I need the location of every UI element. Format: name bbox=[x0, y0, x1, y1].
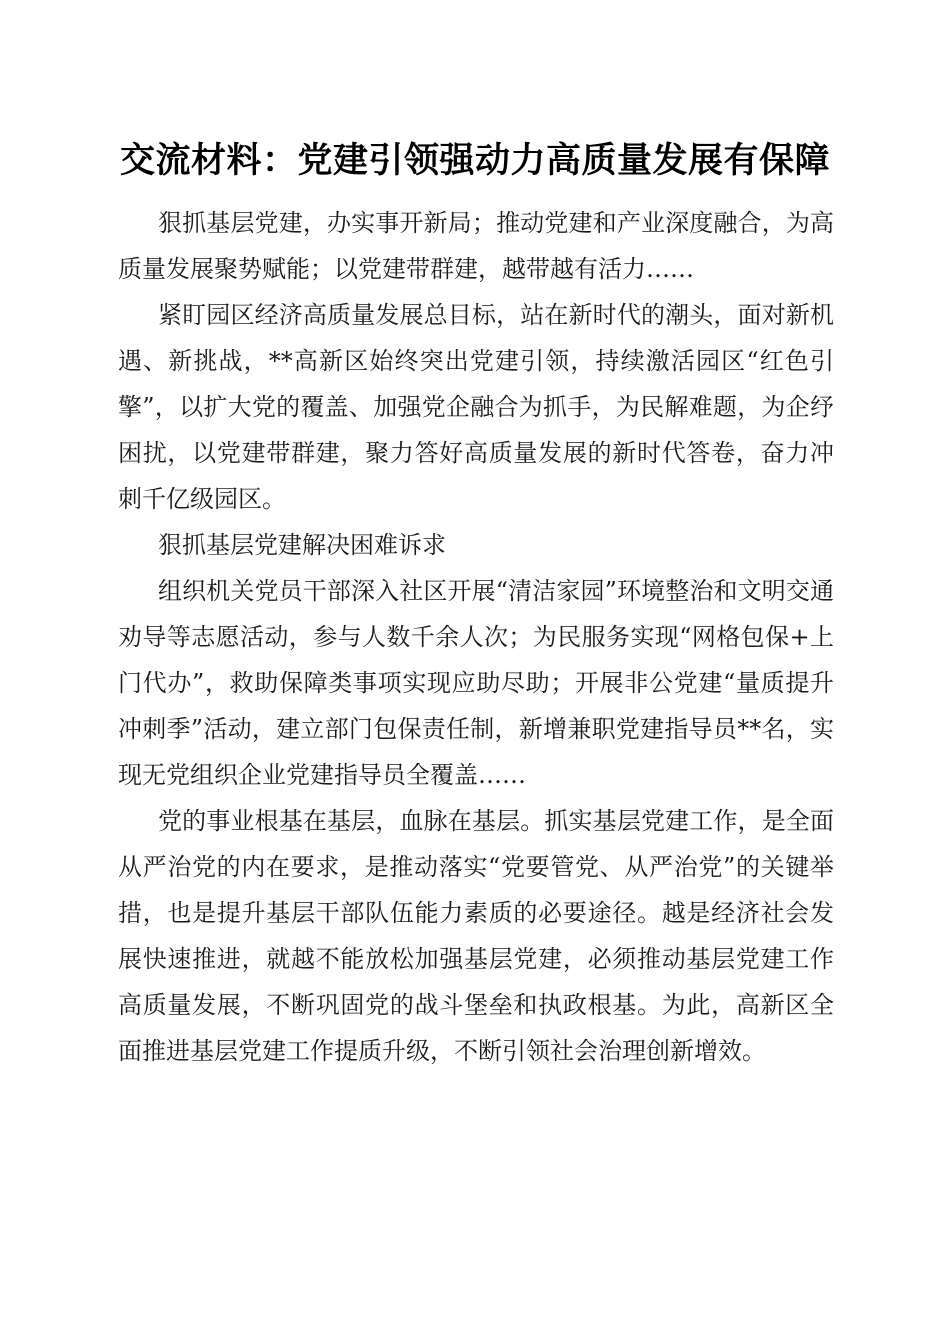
document-body bbox=[118, 200, 834, 1074]
paragraph-actions: 组织机关党员干部深入社区开展“清洁家园”环境整治和文明交通劝导等志愿活动，参与人数千余人次；为民服务实现“网格包保+上门代办”，救助保障类事项实现应助尽助；开展非公党建“量质提升冲刺季”活动，建立部门包保责任制，新增兼职党建指导员**名，实现无党组织企业党建指导员全覆盖…… bbox=[118, 577, 834, 789]
document-title: 交流材料：党建引领强动力高质量发展有保障 bbox=[119, 140, 830, 181]
section-heading: 狠抓基层党建解决困难诉求 bbox=[158, 531, 446, 559]
paragraph-intro: 狠抓基层党建，办实事开新局；推动党建和产业深度融合，为高质量发展聚势赋能；以党建带群建，越带越有活力…… bbox=[118, 209, 834, 283]
paragraph-overview: 紧盯园区经济高质量发展总目标，站在新时代的潮头，面对新机遇、新挑战，**高新区始终突出党建引领，持续激活园区“红色引擎”，以扩大党的覆盖、加强党企融合为抓手，为民解难题，为企纾困扰，以党建带群建，聚力答好高质量发展的新时代答卷，奋力冲刺千亿级园区。 bbox=[118, 301, 834, 513]
paragraph-significance: 党的事业根基在基层，血脉在基层。抓实基层党建工作，是全面从严治党的内在要求，是推动落实“党要管党、从严治党”的关键举措，也是提升基层干部队伍能力素质的必要途径。越是经济社会发展快速推进，就越不能放松加强基层党建，必须推动基层党建工作高质量发展，不断巩固党的战斗堡垒和执政根基。为此，高新区全面推进基层党建工作提质升级，不断引领社会治理创新增效。 bbox=[118, 807, 834, 1065]
